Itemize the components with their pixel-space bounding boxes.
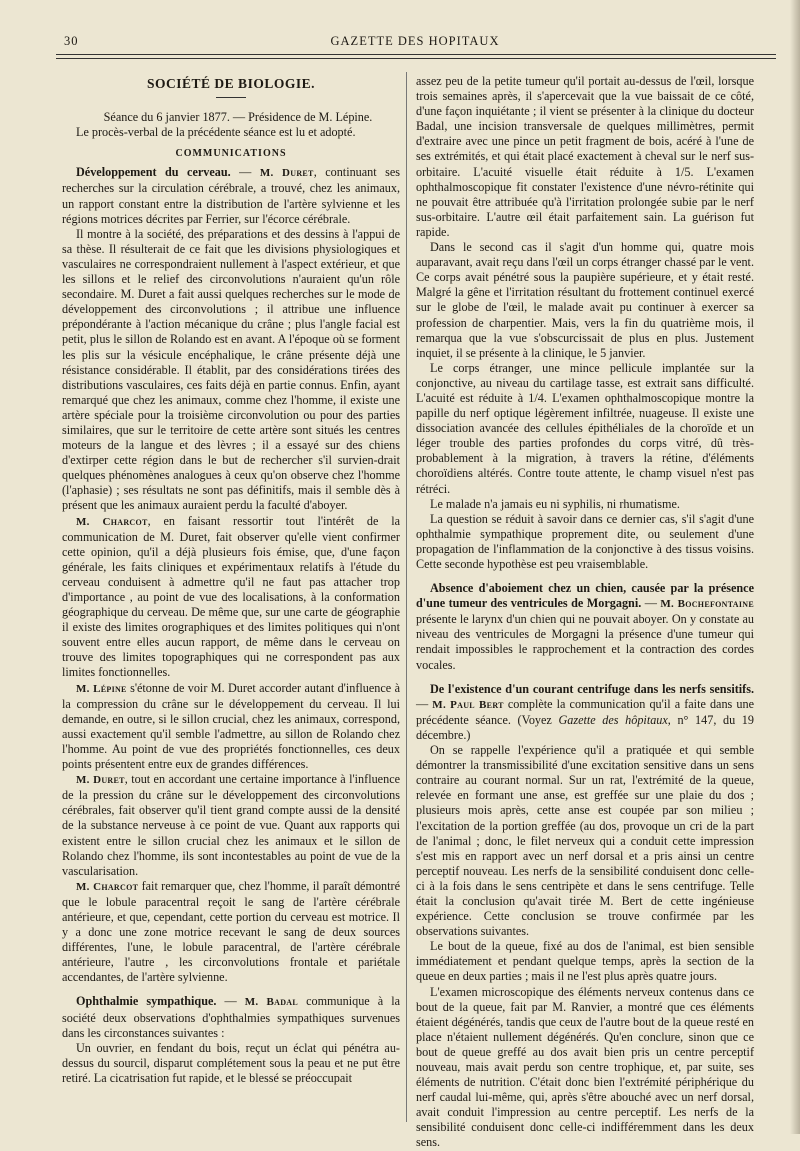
left-column bbox=[62, 74, 400, 1126]
paragraph: Le corps étranger, une mince pellicule implantée sur la conjonctive, au niveau du cartilage tasse, est extrait sans difficulté. L'acuité est réduite à 1/4. L'examen ophthalmoscopique montre la papille du nerf optique légèrement infiltrée, nuageuse. Il existe une dissociation avancée des cellules épithéliales de la choroïde et un léger trouble des parties profondes du corps vitré, dû très-probablement à la migration, à travers la rétine, d'éléments choroïdiens altérés. Contre toute attente, le champ visuel n'est pas rétréci. bbox=[416, 360, 754, 496]
paragraph: Un ouvrier, en fendant du bois, reçut un éclat qui pénétra au-dessus du sourcil, disparut complétement sous la peau et ne put être retiré. La cicatrisation fut rapide, et le blessé se préoccupait bbox=[62, 1040, 400, 1085]
journal-reference: Gazette des hôpitaux bbox=[558, 712, 668, 727]
author-name: M. Paul Bert bbox=[432, 698, 504, 711]
page-number: 30 bbox=[64, 34, 79, 48]
author-name: M. Charcot bbox=[76, 880, 139, 893]
paragraph-text: , n° 147, du 19 décembre.) bbox=[416, 712, 754, 742]
article-gap bbox=[416, 673, 754, 682]
paragraph-continued: assez peu de la petite tumeur qu'il portait au-dessus de l'œil, lorsque trois semaines après, il s'apercevait que la vue baissait de ce côté, d'une façon inquiétante ; il vient se présenter à la clinique du docteur Badal, une incision transversale de quelques millimètres, permit d'extraire avec une pince un petit fragment de bois, acéré à l'une de ses extrémités, et qui était placé exactement à cheval sur le nerf sus-orbitaire. L'acuité visuelle était réduite à 1/5. L'examen ophthalmoscopique fit constater l'existence d'une névro-rétinite qui ne pouvait être attribuée qu'à l'irritation prolongée subie par le nerf sus-orbitaire. L'autre œil était parfaitement sain. La guérison fut rapide. bbox=[416, 74, 754, 239]
paragraph-text: s'étonne de voir M. Duret accorder autant d'influence à la compression du crâne sur le développement du cerveau. Il lui demande, en outre, si le sillon crucial, chez les animaux, correspond, aussi exactement qu'il semble l'admettre, au sillon de Rolando chez l'homme. Au point de vue des propriétés fonctionnelles, ces deux points présentent entre eux de grandes différences. bbox=[62, 680, 401, 772]
author-name: M. Lépine bbox=[76, 682, 127, 695]
author-name: M. Bochefontaine bbox=[660, 598, 754, 611]
article-bochefontaine-lead bbox=[416, 581, 754, 673]
title-separator: — bbox=[641, 596, 661, 611]
article-title: Absence d'aboiement chez un chien, causée par la présence d'une tumeur des ventricules de Morgagni. bbox=[416, 581, 754, 611]
paragraph-text: , continuant ses recherches sur la circulation cérébrale, a trouvé, chez les animaux, un rapport constant entre la distribution de l'artère sylvienne et les régions motrices décrites par Ferrier, sur l'écorce cérébrale. bbox=[62, 165, 401, 226]
paragraph: La question se réduit à savoir dans ce dernier cas, s'il s'agit d'une ophthalmie sympathique proprement dite, ou seulement d'une propagation de l'inflammation de la conjonctive à des tissus voisins. Cette seconde hypothèse est peu vraisemblable. bbox=[416, 511, 754, 571]
header-rule bbox=[56, 54, 776, 55]
paragraph-text: présente le larynx d'un chien qui ne pouvait aboyer. On y constate au niveau des ventricules de Morgagni la présence d'une tumeur qui rendait impossibles le rapprochement et la contraction des cordes vocales. bbox=[416, 612, 754, 672]
title-separator: — bbox=[416, 696, 433, 711]
author-name: M. Duret bbox=[76, 774, 125, 787]
paragraph: Le malade n'a jamais eu ni syphilis, ni rhumatisme. bbox=[430, 496, 680, 511]
column-divider bbox=[406, 72, 407, 1122]
communications-heading: COMMUNICATIONS bbox=[175, 148, 287, 160]
article-gap bbox=[416, 572, 754, 581]
title-separator: — bbox=[230, 165, 260, 180]
header-rule-double bbox=[56, 58, 776, 59]
paragraph: Le bout de la queue, fixé au dos de l'animal, est bien sensible immédiatement et pendant quelque temps, après la section de la queue en deux parties ; mais il ne l'est plus après quatre jours. bbox=[416, 939, 754, 984]
article-title: Ophthalmie sympathique. bbox=[76, 994, 217, 1009]
right-column bbox=[416, 74, 755, 1150]
paragraph-text: fait remarquer que, chez l'homme, il paraît démontré que le lobule paracentral reçoit le sang de l'artère cérébrale antérieure, et que, cependant, cette portion du cerveau est motrice. Il y a donc une zone motrice recevant le sang de deux sources différentes, l'une, le lobule paracentral, de l'artère cérébrale antérieure, l'autre , les circonvolutions frontale et pariétale accendantes, de l'artère sylvienne. bbox=[62, 878, 400, 985]
running-header bbox=[56, 34, 774, 54]
paragraph-text: complète la communication qu'il a faite dans une précédente séance. (Voyez bbox=[416, 696, 755, 727]
article-title: De l'existence d'un courant centrifuge dans les nerfs sensitifs. bbox=[430, 681, 754, 696]
article-duret-lead bbox=[62, 165, 400, 226]
author-name: M. Charcot bbox=[76, 515, 148, 528]
author-name: M. Badal bbox=[244, 996, 299, 1009]
paragraph bbox=[62, 514, 400, 681]
paragraph-text: , tout en accordant une certaine importance à l'influence de la pression du crâne sur le développement des circonvolutions cérébrales, fait observer qu'il tient grand compte aussi de la densité de la substance nerveuse à ce point de vue. Quant aux rapports qui existent entre le sillon crucial chez les animaux et le sillon de Rolando chez l'homme, ils sont incontestables au point de vue de la vascularisation. bbox=[62, 772, 401, 878]
author-name: M. Duret bbox=[259, 167, 314, 180]
paragraph bbox=[62, 879, 400, 986]
paragraph bbox=[62, 772, 400, 879]
paragraph: On se rappelle l'expérience qu'il a pratiquée et qui semble démontrer la transmissibilité d'une excitation sensitive dans un sens contraire au courant normal. Sur un rat, l'extrémité de la queue, relevée en formant une anse, est greffée sur une plaie du dos ; plusieurs mois après, cette anse est coupée par son milieu ; l'excitation de la portion greffée (au dos, provoque un cri de la part de l'animal ; donc, le filet nerveux qui a conduit cette impression s'est mis en rapport avec un nerf dorsal et a pris ainsi un centre perceptif nouveau. Les nerfs de la sensibilité conduisent donc celle-ci à la fois dans le sens centripète et dans le sens centrifuge. Telle était la conclusion qu'avait tirée M. Bert de cette ingénieuse expérience. Cette conclusion se trouve confirmée par les observations suivantes. bbox=[416, 743, 754, 939]
section-rule bbox=[216, 97, 246, 98]
article-badal-lead bbox=[62, 994, 400, 1040]
title-separator: — bbox=[216, 994, 245, 1009]
paragraph: Il montre à la société, des préparations et des dessins à l'appui de sa thèse. Il résulterait de ce fait que les divisions physiologiques et vasculaires ne correspondraient nullement à l'aspect extérieur, et que les sillons et le relief des circonvolutions n'auraient qu'un rôle secondaire. M. Duret a fait aussi quelques recherches sur le mode de développement des circonvolutions ; il attribue une influence prépondérante à l'action mécanique du crâne ; plus l'angle facial est petit, plus le sillon de Rolando est en avant. A l'époque où se forment les plis sur la vésicule encéphalique, le crâne présente déjà une résistance considérable. Il établit, par des considérations tirées des distributions vasculaires, ces faits déjà en partie connus. Enfin, ayant remarqué que chez les animaux, comme chez l'homme, il existe une artère spéciale pour la troisième circonvolution ou pour des parties similaires, que sur le territoire de cette artère sont situés les centres moteurs de la langue et des lèvres ; il a essayé sur des chiens d'extirper cette région dans le but de rechercher s'il survien-drait quelques phénomènes analogues à ceux qu'on observe chez l'homme (l'aphasie) ; ses résultats ne sont pas définitifs, mais il semble dès à présent que les animaux auraient perdu la faculté d'aboyer. bbox=[62, 226, 400, 513]
minutes-line: Le procès-verbal de la précédente séance est lu et adopté. bbox=[76, 125, 356, 140]
paragraph-text: communique à la société deux observations d'ophthalmies sympathiques survenues dans les circonstances suivantes : bbox=[62, 994, 401, 1040]
session-line: Séance du 6 janvier 1877. — Présidence de M. Lépine. bbox=[103, 110, 373, 125]
section-title: SOCIÉTÉ DE BIOLOGIE. bbox=[147, 76, 315, 91]
scan-edge-shadow bbox=[790, 0, 800, 1134]
paragraph bbox=[62, 681, 400, 773]
paragraph: L'examen microscopique des éléments nerveux contenus dans ce bout de la queue, fait par M. Ranvier, a montré que ces éléments étaient dégénérés, tandis que ceux de l'autre bout de la queue resté en place n'étaient nullement dégénérés. Qu'en conclure, sinon que ce bout de queue greffé au dos avait bien pris un centre perceptif nouveau, mais avait perdu son centre trophique, et, par suite, ses éléments de nutrition. C'était donc bien l'extrémité périphérique du nerf caudal lui-même, qui, après s'être abouché avec un nerf dorsal, avait conduit l'impression au centre perceptif. Les nerfs de la sensibilité conduisent donc celle-ci indifféremment dans les deux sens. bbox=[416, 984, 754, 1150]
article-bert-lead bbox=[416, 682, 754, 743]
paragraph: Dans le second cas il s'agit d'un homme qui, quatre mois auparavant, avait reçu dans l'œil un corps étranger chassé par le vent. Ce corps avait pénétré sous la paupière supérieure, et y était resté. Malgré la gêne et l'irritation résultant du frottement continuel exercé sur le globe de l'œil, le malade avait pu continuer à exercer sa profession de charpentier. Mais, vers la fin du quatrième mois, il remarqua que la vue s'obscurcissait de plus en plus. Justement inquiet, il se présente à la clinique, le 5 janvier. bbox=[416, 240, 754, 360]
paragraph-text: , en faisant ressortir tout l'intérêt de la communication de M. Duret, fait observer qu'elle vient confirmer cette opinion, qu'il a déjà plusieurs fois émise, que, d'une façon générale, les faits cliniques et expérimentaux relatifs à l'étude du cerveau conduisent à admettre qu'il ne faut pas attacher trop d'importance , au point de vue des localisations, à la conformation géographique du cerveau. De même que, sur une carte de géographie il existe des limites orographiques et des limites politiques qui n'ont souvent entre elles aucun rapport, de même dans le cerveau on trouve des limites topographiques qui ne correspondent pas aux limites fonctionnelles. bbox=[62, 513, 400, 680]
article-gap bbox=[62, 985, 400, 994]
publication-title: GAZETTE DES HOPITAUX bbox=[330, 34, 500, 48]
article-title: Développement du cerveau. bbox=[76, 165, 231, 180]
